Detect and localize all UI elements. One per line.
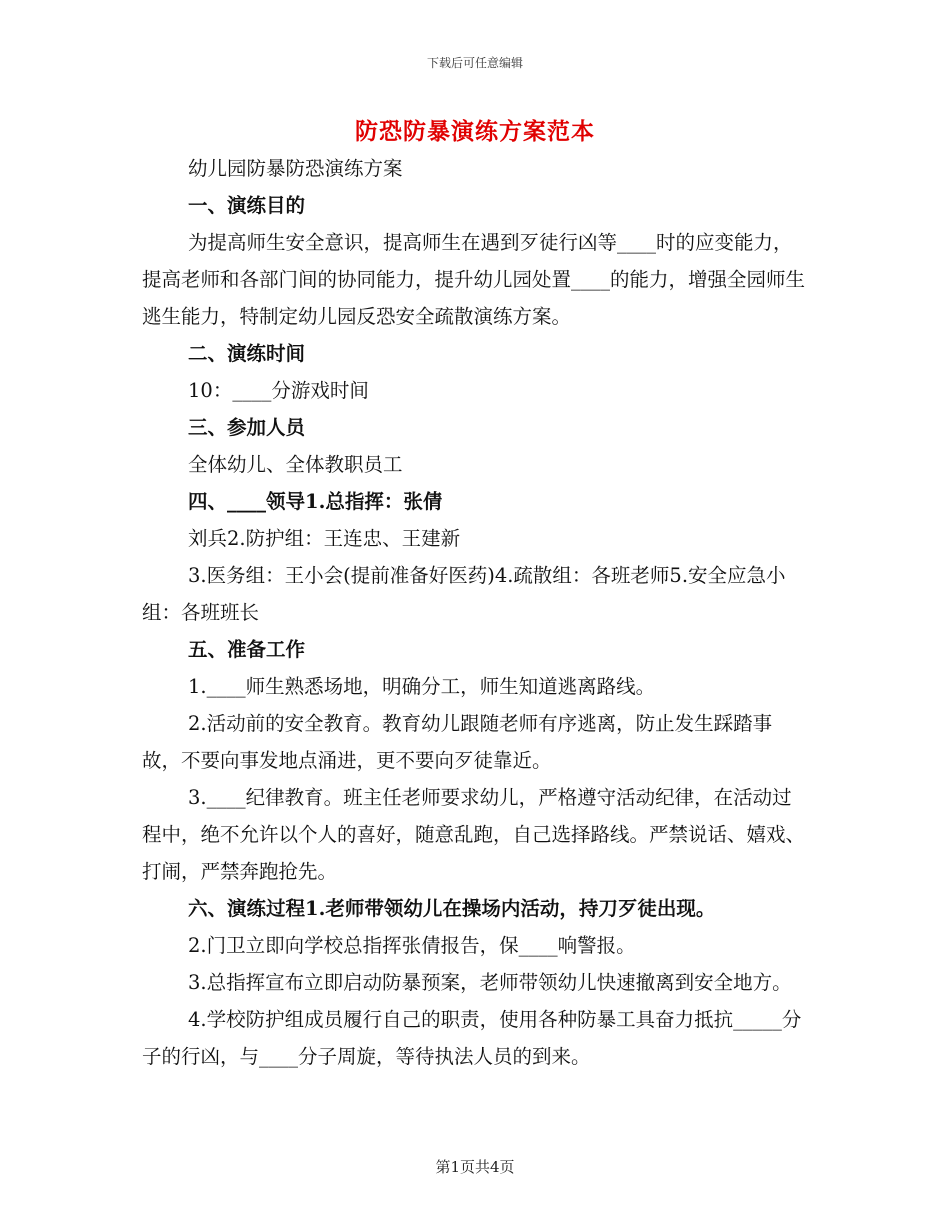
section-heading-time: 二、演练时间 — [188, 342, 306, 365]
body-paragraph: 3.医务组：王小会(提前准备好医药)4.疏散组：各班老师5.安全应急小组：各班班长 — [142, 564, 786, 624]
body-paragraph: 1.____师生熟悉场地，明确分工，师生知道逃离路线。 — [188, 675, 656, 698]
body-paragraph: 2.活动前的安全教育。教育幼儿跟随老师有序逃离，防止发生踩踏事故，不要向事发地点涌进，更不要向歹徒靠近。 — [142, 712, 773, 772]
page-indicator: 第1页共4页 — [435, 1158, 515, 1176]
document-body — [142, 150, 808, 1075]
body-paragraph: 刘兵2.防护组：王连忠、王建新 — [188, 527, 461, 550]
body-paragraph: 4.学校防护组成员履行自己的职责，使用各种防暴工具奋力抵抗_____分子的行凶，与____分子周旋，等待执法人员的到来。 — [142, 1008, 802, 1068]
body-paragraph: 全体幼儿、全体教职员工 — [188, 453, 403, 476]
subtitle-paragraph: 幼儿园防暴防恐演练方案 — [188, 157, 403, 180]
body-paragraph: 3.____纪律教育。班主任老师要求幼儿，严格遵守活动纪律，在活动过程中，绝不允许以个人的喜好，随意乱跑，自己选择路线。严禁说话、嬉戏、打闹，严禁奔跑抢先。 — [142, 786, 806, 883]
body-paragraph: 2.门卫立即向学校总指挥张倩报告，保____响警报。 — [188, 934, 636, 957]
header-note: 下载后可任意编辑 — [426, 56, 523, 70]
document-title: 防恐防暴演练方案范本 — [355, 118, 595, 145]
section-heading-purpose: 一、演练目的 — [188, 194, 306, 217]
section-heading-process: 六、演练过程1.老师带领幼儿在操场内活动，持刀歹徒出现。 — [188, 897, 716, 920]
section-heading-leadership: 四、____领导1.总指挥：张倩 — [188, 490, 443, 513]
body-paragraph: 10：____分游戏时间 — [188, 379, 369, 402]
section-heading-participants: 三、参加人员 — [188, 416, 306, 439]
body-paragraph: 为提高师生安全意识，提高师生在遇到歹徒行凶等____时的应变能力，提高老师和各部门间的协同能力，提升幼儿园处置____的能力，增强全园师生逃生能力，特制定幼儿园反恐安全疏散演练方案。 — [142, 231, 806, 328]
body-paragraph: 3.总指挥宣布立即启动防暴预案，老师带领幼儿快速撤离到安全地方。 — [188, 971, 792, 994]
section-heading-preparation: 五、准备工作 — [188, 638, 306, 661]
